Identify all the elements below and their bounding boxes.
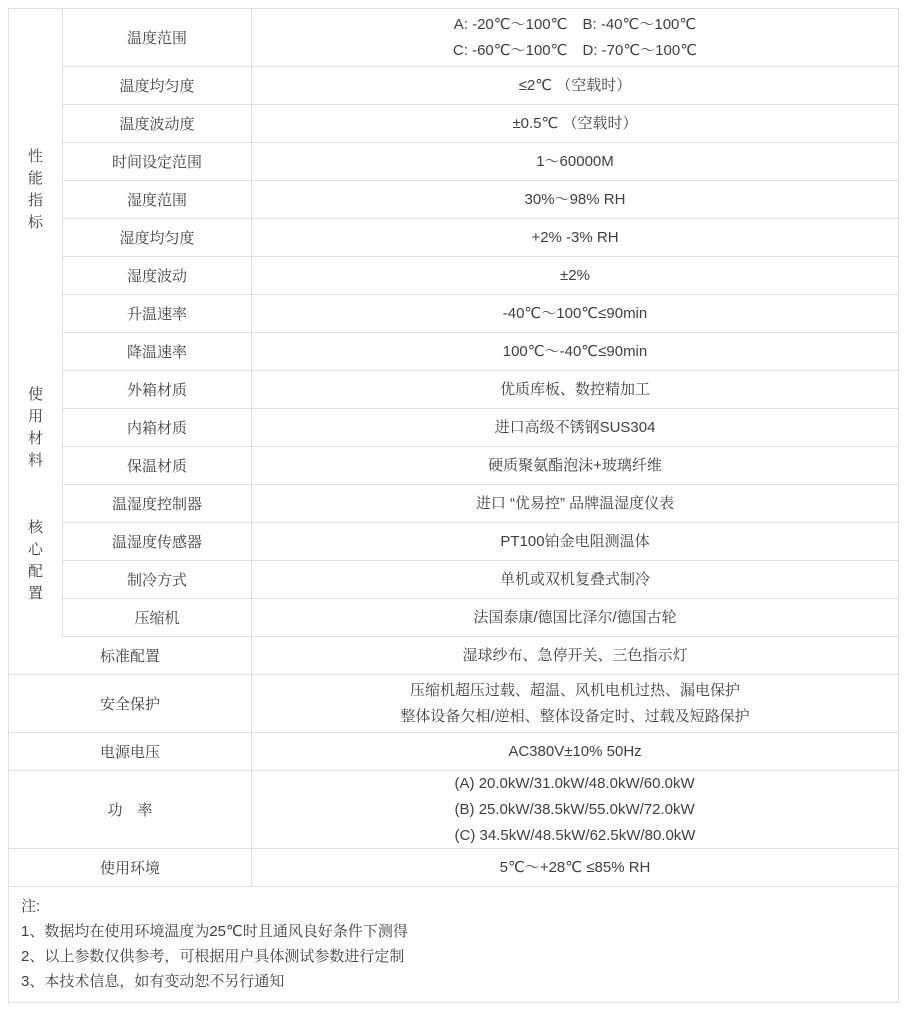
row-humidity-uniformity xyxy=(63,219,898,257)
param-value xyxy=(252,181,898,218)
group-char: 材 xyxy=(27,430,43,447)
value-line: 整体设备欠相/逆相、整体设备定时、过载及短路保护 xyxy=(400,707,750,725)
value-line: -40℃～100℃≤90min xyxy=(502,304,648,322)
param-value xyxy=(252,523,898,560)
param-value xyxy=(252,257,898,294)
param-label: 内箱材质 xyxy=(63,409,252,446)
value-line: PT100铂金电阻测温体 xyxy=(500,532,650,550)
param-value xyxy=(252,333,898,370)
value-line: ≤2℃ （空载时） xyxy=(518,76,632,94)
param-label: 压缩机 xyxy=(63,599,252,636)
row-cooling-rate xyxy=(63,333,898,371)
materials-rows xyxy=(63,371,898,485)
value-line: (A) 20.0kW/31.0kW/48.0kW/60.0kW xyxy=(454,774,695,792)
param-value xyxy=(252,371,898,408)
row-power-supply-voltage xyxy=(9,733,898,771)
param-label: 安全保护 xyxy=(9,675,252,732)
param-value xyxy=(252,771,898,848)
param-value xyxy=(252,485,898,522)
value-line: ±2% xyxy=(560,266,590,284)
param-label: 时间设定范围 xyxy=(63,143,252,180)
param-label: 温度波动度 xyxy=(63,105,252,142)
row-safety-protection xyxy=(9,675,898,733)
value-line: 100℃～-40℃≤90min xyxy=(502,342,648,360)
param-label: 外箱材质 xyxy=(63,371,252,408)
value-line: 单机或双机复叠式制冷 xyxy=(499,570,650,588)
value-line: 进口高级不锈钢SUS304 xyxy=(494,418,656,436)
param-value xyxy=(252,105,898,142)
core-config-rows xyxy=(63,485,898,637)
row-temperature-uniformity xyxy=(63,67,898,105)
param-label: 电源电压 xyxy=(9,733,252,770)
value-line: +2% -3% RH xyxy=(531,228,619,246)
param-label: 标准配置 xyxy=(9,637,252,674)
param-label: 温湿度传感器 xyxy=(63,523,252,560)
value-line: AC380V±10% 50Hz xyxy=(508,742,642,760)
param-value xyxy=(252,637,898,674)
param-value xyxy=(252,733,898,770)
param-value xyxy=(252,447,898,484)
notes xyxy=(9,887,898,1002)
section-core-config xyxy=(9,485,898,637)
row-temperature-range xyxy=(63,9,898,67)
note-item: 1、数据均在使用环境温度为25℃时且通风良好条件下测得 xyxy=(21,923,408,940)
row-compressor xyxy=(63,599,898,637)
param-label: 升温速率 xyxy=(63,295,252,332)
param-label: 温度均匀度 xyxy=(63,67,252,104)
param-label: 保温材质 xyxy=(63,447,252,484)
value-line: ±0.5℃ （空载时） xyxy=(512,114,638,132)
section-performance xyxy=(9,9,898,371)
notes-title: 注: xyxy=(21,898,41,915)
row-humidity-fluctuation xyxy=(63,257,898,295)
param-value xyxy=(252,67,898,104)
param-label: 温度范围 xyxy=(63,9,252,66)
group-char: 使 xyxy=(27,386,43,403)
section-materials xyxy=(9,371,898,485)
param-label: 降温速率 xyxy=(63,333,252,370)
group-char: 心 xyxy=(27,541,43,558)
value-line: C: -60℃～100℃ D: -70℃～100℃ xyxy=(452,41,698,59)
group-label-materials xyxy=(9,371,63,485)
value-line: 1～60000M xyxy=(536,152,614,170)
param-label: 湿度波动 xyxy=(63,257,252,294)
param-value xyxy=(252,561,898,598)
note-item: 3、本技术信息，如有变动恕不另行通知 xyxy=(21,973,285,990)
value-line: 5℃～+28℃ ≤85% RH xyxy=(499,858,651,876)
row-temperature-fluctuation xyxy=(63,105,898,143)
row-insulation-material xyxy=(63,447,898,485)
param-value xyxy=(252,143,898,180)
row-outer-box-material xyxy=(63,371,898,409)
group-char: 标 xyxy=(27,214,43,231)
row-refrigeration-method xyxy=(63,561,898,599)
group-char: 能 xyxy=(27,170,43,187)
param-value xyxy=(252,9,898,66)
value-line: (B) 25.0kW/38.5kW/55.0kW/72.0kW xyxy=(454,800,695,818)
value-line: 压缩机超压过载、超温、风机电机过热、漏电保护 xyxy=(409,681,740,699)
group-char: 置 xyxy=(27,585,43,602)
value-line: A: -20℃～100℃ B: -40℃～100℃ xyxy=(453,15,697,33)
param-value xyxy=(252,675,898,732)
group-char: 用 xyxy=(27,408,43,425)
group-char: 性 xyxy=(27,148,43,165)
value-line: (C) 34.5kW/48.5kW/62.5kW/80.0kW xyxy=(454,826,696,844)
row-power xyxy=(9,771,898,849)
value-line: 30%～98% RH xyxy=(524,190,626,208)
row-temp-humidity-sensor xyxy=(63,523,898,561)
param-label: 使用环境 xyxy=(9,849,252,886)
value-line: 优质库板、数控精加工 xyxy=(499,380,650,398)
row-inner-box-material xyxy=(63,409,898,447)
row-operating-environment xyxy=(9,849,898,887)
param-label: 制冷方式 xyxy=(63,561,252,598)
param-value xyxy=(252,849,898,886)
note-item: 2、以上参数仅供参考，可根据用户具体测试参数进行定制 xyxy=(21,948,405,965)
row-time-setting-range xyxy=(63,143,898,181)
performance-rows xyxy=(63,9,898,371)
group-char: 核 xyxy=(27,519,43,536)
row-temp-humidity-controller xyxy=(63,485,898,523)
group-char: 指 xyxy=(27,192,43,209)
param-label: 湿度范围 xyxy=(63,181,252,218)
row-heating-rate xyxy=(63,295,898,333)
group-label-performance xyxy=(9,9,63,371)
value-line: 法国泰康/德国比泽尔/德国古轮 xyxy=(473,608,677,626)
param-value xyxy=(252,409,898,446)
row-standard-configuration xyxy=(9,637,898,675)
value-line: 湿球纱布、急停开关、三色指示灯 xyxy=(462,646,688,664)
param-value xyxy=(252,599,898,636)
param-value xyxy=(252,219,898,256)
value-line: 进口 “优易控” 品牌温湿度仪表 xyxy=(475,494,675,512)
param-label: 湿度均匀度 xyxy=(63,219,252,256)
power-values-block xyxy=(455,771,696,849)
group-label-core-config xyxy=(9,485,63,637)
param-label: 功 率 xyxy=(9,771,252,848)
row-humidity-range xyxy=(63,181,898,219)
group-char: 配 xyxy=(27,563,43,580)
group-char: 料 xyxy=(27,452,43,469)
spec-table xyxy=(8,8,899,1003)
param-value xyxy=(252,295,898,332)
param-label: 温湿度控制器 xyxy=(63,485,252,522)
value-line: 硬质聚氨酯泡沫+玻璃纤维 xyxy=(488,456,662,474)
